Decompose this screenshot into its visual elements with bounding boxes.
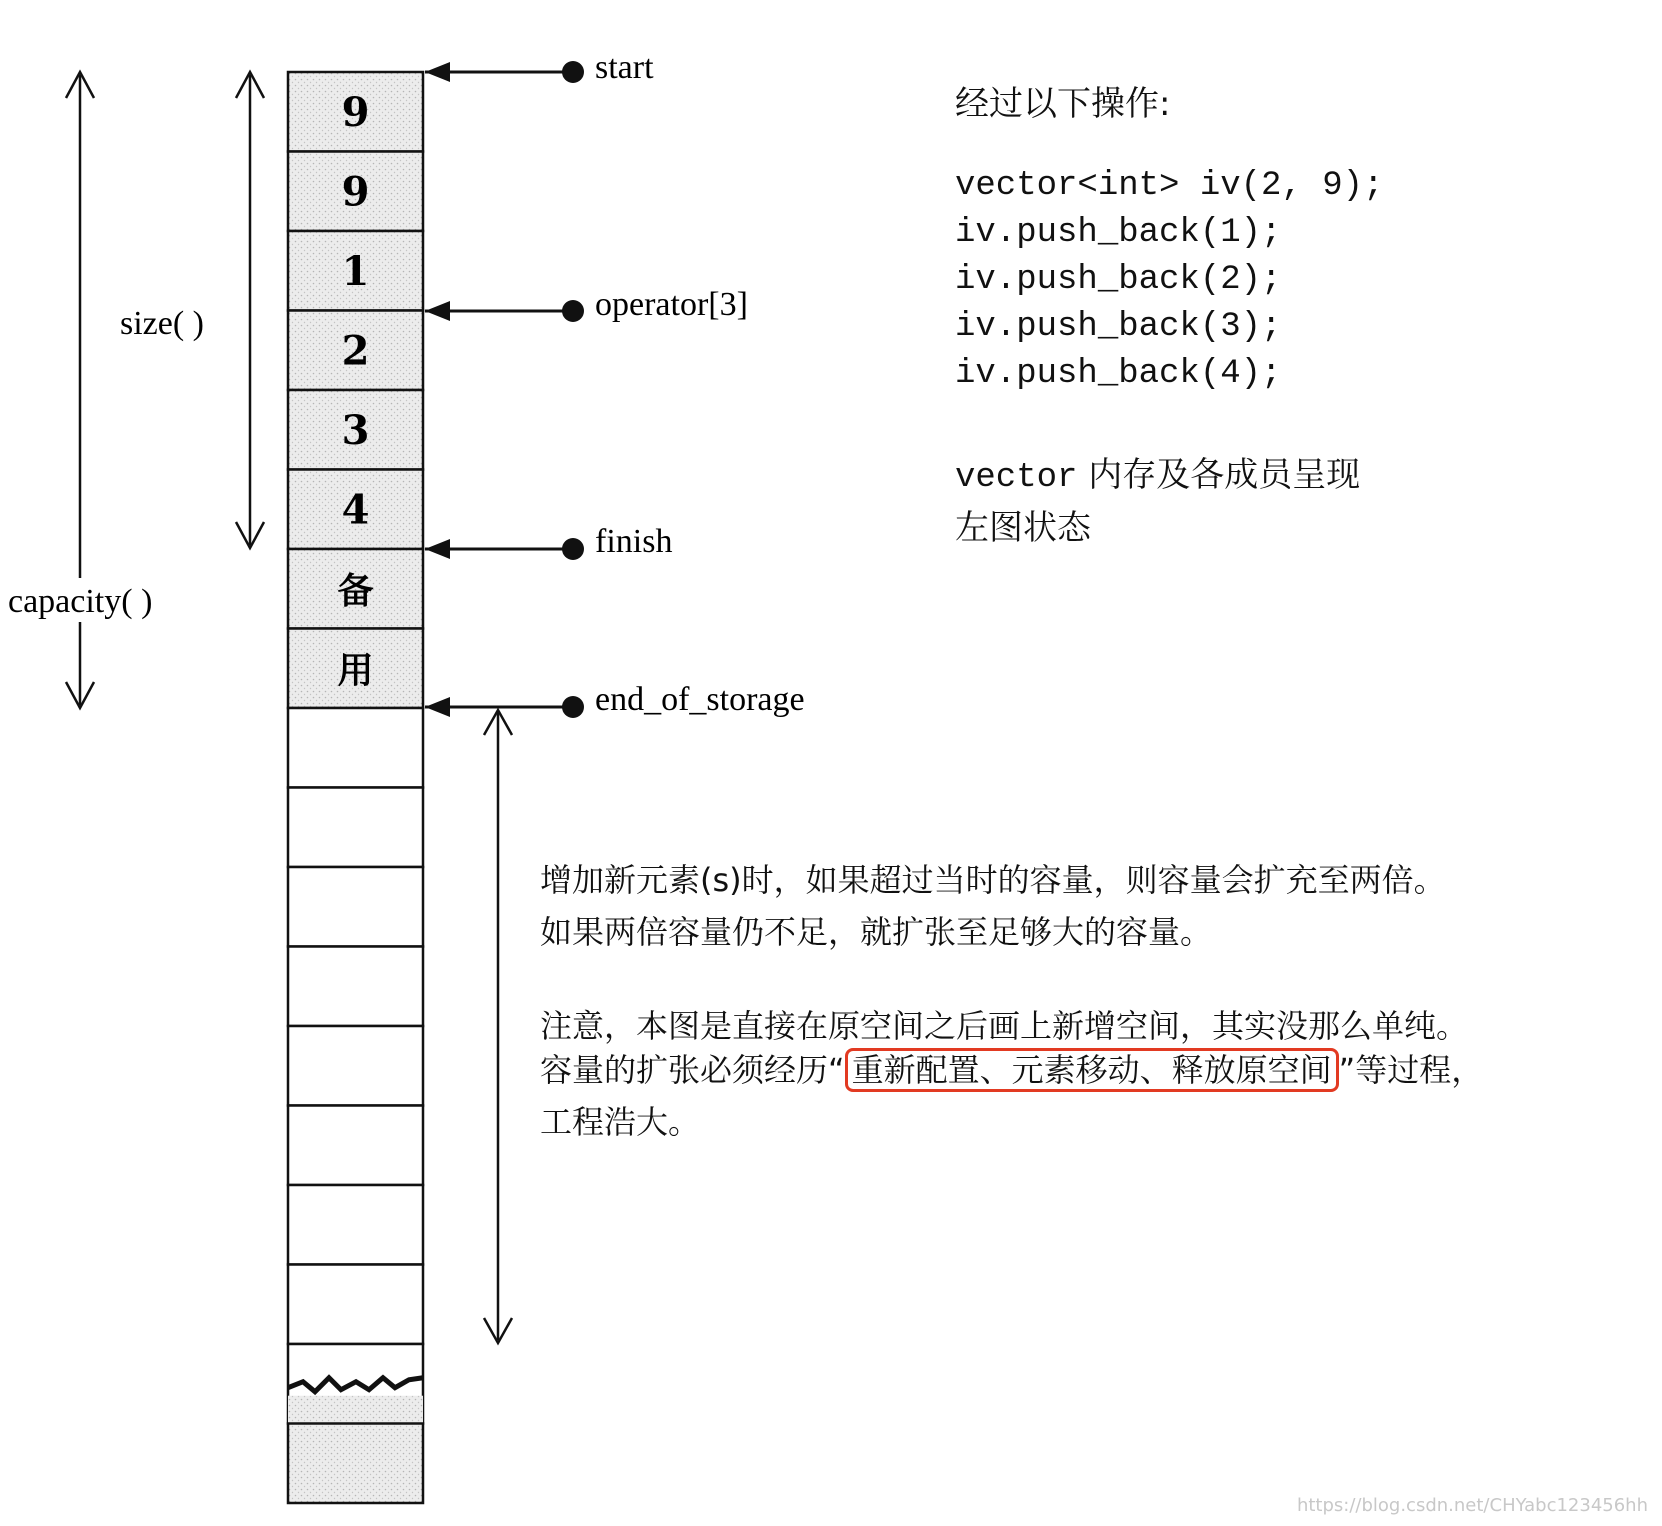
vector-cell-empty: [288, 947, 423, 1027]
description-line-1: [955, 450, 1515, 503]
cell-value: 2: [341, 327, 370, 375]
code-line: vector<int> iv(2, 9);: [955, 167, 1384, 205]
operator-label: operator[3]: [595, 286, 748, 323]
note-line: 如果两倍容量仍不足，就扩张至足够大的容量。: [540, 913, 1213, 951]
vector-cell-empty: [288, 788, 423, 868]
capacity-arrow: [8, 72, 168, 708]
size-label: size( ): [120, 305, 205, 342]
vector-cell-empty: [288, 1106, 423, 1186]
highlighted-phrase: 重新配置、元素移动、释放原空间: [845, 1048, 1339, 1092]
vector-cell-empty: [288, 708, 423, 788]
code-line: iv.push_back(1);: [955, 214, 1282, 252]
cell-value: 9: [341, 88, 370, 136]
vector-cells: [288, 72, 423, 1503]
capacity-label: capacity( ): [8, 583, 153, 620]
end-of-storage-label: end_of_storage: [595, 681, 805, 718]
code-block: [955, 163, 1383, 398]
note-line: 增加新元素(s)时，如果超过当时的容量，则容量会扩充至两倍。: [540, 861, 1446, 899]
vector-cell-empty: [288, 1185, 423, 1265]
code-line: iv.push_back(2);: [955, 261, 1282, 299]
pointer-start: [425, 49, 654, 86]
note-line: 注意，本图是直接在原空间之后画上新增空间，其实没那么单纯。: [540, 1007, 1469, 1045]
cell-value: 备: [337, 570, 374, 612]
size-arrow: [120, 72, 264, 548]
state-description: [955, 450, 1515, 553]
description-rest: 内存及各成员呈现: [1077, 455, 1361, 495]
pointer-operator: [425, 286, 748, 323]
cell-value: 4: [341, 486, 370, 534]
expansion-arrow: [484, 710, 512, 1343]
note-line: 工程浩大。: [540, 1103, 701, 1141]
pointer-end-of-storage: [425, 681, 805, 718]
cell-value: 用: [337, 650, 374, 692]
cell-value: 9: [341, 168, 370, 216]
pointer-finish: [425, 523, 672, 560]
note-before: 容量的扩张必须经历“: [540, 1051, 845, 1089]
watermark: https://blog.csdn.net/CHYabc123456hh: [1296, 1495, 1648, 1516]
finish-label: finish: [595, 523, 673, 560]
description-line-2: 左图状态: [955, 508, 1091, 548]
note-line-with-highlight: [540, 1048, 1483, 1092]
torn-shade: [288, 1396, 423, 1424]
description-mono: vector: [955, 459, 1078, 497]
note-after: ”等过程，: [1338, 1051, 1484, 1089]
cell-value: 3: [341, 406, 370, 454]
vector-cell-empty: [288, 1265, 423, 1345]
cell-value: 1: [341, 247, 370, 295]
start-label: start: [595, 49, 654, 86]
vector-cell-empty: [288, 1424, 423, 1504]
code-line: iv.push_back(4);: [955, 355, 1282, 393]
code-line: iv.push_back(3);: [955, 308, 1282, 346]
code-heading: 经过以下操作:: [955, 84, 1171, 124]
vector-cell-empty: [288, 867, 423, 947]
vector-cell-empty: [288, 1026, 423, 1106]
